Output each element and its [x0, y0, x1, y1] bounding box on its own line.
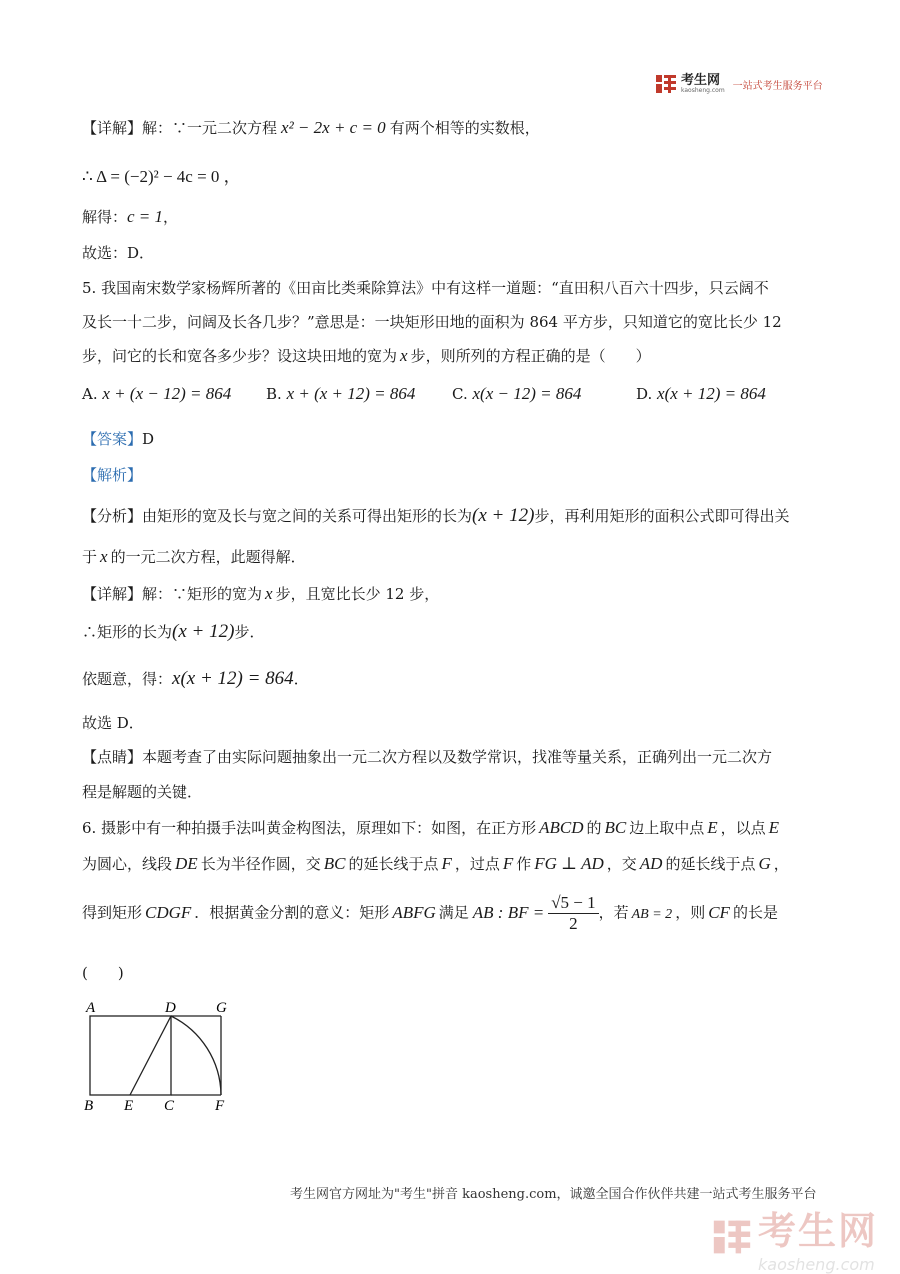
- logo-domain: kaosheng.com: [681, 86, 725, 94]
- watermark: [712, 1200, 878, 1274]
- q5-option-a: A. x + (x − 12) = 864: [82, 384, 232, 403]
- q5-detail-line3: 依题意，得：x(x + 12) = 864．: [82, 668, 309, 689]
- label-b: B: [84, 1098, 94, 1114]
- golden-ratio-fraction: $\frac{√5 - 1}{2}$: [548, 893, 598, 934]
- label-a: A: [86, 1000, 96, 1016]
- q6-stem-line3: 得到矩形 CDGF ．根据黄金分割的意义：矩形 ABFG 满足 AB : BF = $\frac{√5 - 1}{2}$ ，若 AB = 2 ，则 CF 的长是: [82, 893, 778, 933]
- answer-tag: 【答案】: [82, 430, 143, 448]
- watermark-logo-icon: [712, 1217, 752, 1257]
- q5-detail-line2: ∴矩形的长为(x + 12)步．: [82, 621, 265, 642]
- q5-stem-line3: 步，问它的长和宽各多少步？设这块田地的宽为 x 步，则所列的方程正确的是（ ）: [82, 346, 651, 365]
- label-f: F: [215, 1098, 225, 1114]
- answer-value: D: [142, 430, 155, 448]
- detail-tag: 【详解】: [82, 119, 143, 137]
- q5-detail-line4: 故选 D．: [82, 714, 144, 732]
- label-e: E: [124, 1098, 134, 1114]
- square-abcd: [90, 1016, 171, 1095]
- kaosheng-logo-icon: [655, 73, 677, 95]
- q6-answer-paren: ( ): [82, 964, 124, 982]
- watermark-sub: kaosheng.com: [758, 1255, 875, 1274]
- q5-fenxi-line1: 【分析】由矩形的宽及长与宽之间的关系可得出矩形的长为(x + 12)步，再利用矩形的面积公式即可得出关: [82, 505, 790, 526]
- golden-rectangle-figure: [80, 996, 240, 1116]
- label-g: G: [216, 1000, 227, 1016]
- segment-de: [130, 1016, 171, 1095]
- q5-dianjing-line2: 程是解题的关键．: [82, 783, 203, 801]
- q5-analysis-tag: 【解析】: [82, 466, 143, 484]
- q5-detail-line1: 【详解】解：∵矩形的宽为 x 步，且宽比长少 12 步，: [82, 584, 440, 603]
- q5-stem-line1: 5. 我国南宋数学家杨辉所著的《田亩比类乘除算法》中有这样一道题：“直田积八百六十四步，只云阔不: [82, 279, 769, 297]
- label-d: D: [165, 1000, 176, 1016]
- footer-text: 考生网官方网址为"考生"拼音 kaosheng.com，诚邀全国合作伙伴共建一站式考生服务平台: [290, 1187, 817, 1202]
- q4-detail-line2: ∴ Δ = (−2)² − 4c = 0 ，: [82, 167, 241, 186]
- q5-stem-line2: 及长一十二步，问阔及长各几步？”意思是：一块矩形田地的面积为 864 平方步，只知道它的宽比长少 12: [82, 313, 782, 331]
- label-c: C: [164, 1098, 175, 1114]
- logo-name: 考生网: [681, 72, 721, 88]
- q4-detail-line3: 解得：c = 1，: [82, 207, 179, 226]
- watermark-text: 考生网: [758, 1209, 879, 1253]
- q6-stem-line1: 6. 摄影中有一种拍摄手法叫黄金构图法，原理如下：如图，在正方形 ABCD 的 BC 边上取中点 E ，以点 E: [82, 818, 780, 837]
- logo-slogan: 一站式考生服务平台: [732, 80, 823, 92]
- q5-answer: [82, 428, 154, 449]
- header-logo: [655, 73, 823, 95]
- q4-detail-line1: 【详解】解：∵一元二次方程 x² − 2x + c = 0 有两个相等的实数根，: [82, 118, 540, 137]
- q5-dianjing-line1: 【点睛】本题考查了由实际问题抽象出一元二次方程以及数学常识，找准等量关系，正确列出一元二次方: [82, 748, 773, 766]
- q4-choice: 故选：D．: [82, 244, 155, 262]
- q6-stem-line2: 为圆心，线段 DE 长为半径作圆，交 BC 的延长线于点 F ，过点 F 作 FG ⊥ AD ，交 AD 的延长线于点 G ，: [82, 854, 789, 873]
- q5-option-c: C. x(x − 12) = 864: [452, 384, 582, 403]
- arc-df: [171, 1016, 221, 1095]
- q5-fenxi-line2: 于 x 的一元二次方程，此题得解．: [82, 547, 306, 566]
- q5-option-b: B. x + (x + 12) = 864: [266, 384, 416, 403]
- q5-option-d: D. x(x + 12) = 864: [636, 384, 766, 403]
